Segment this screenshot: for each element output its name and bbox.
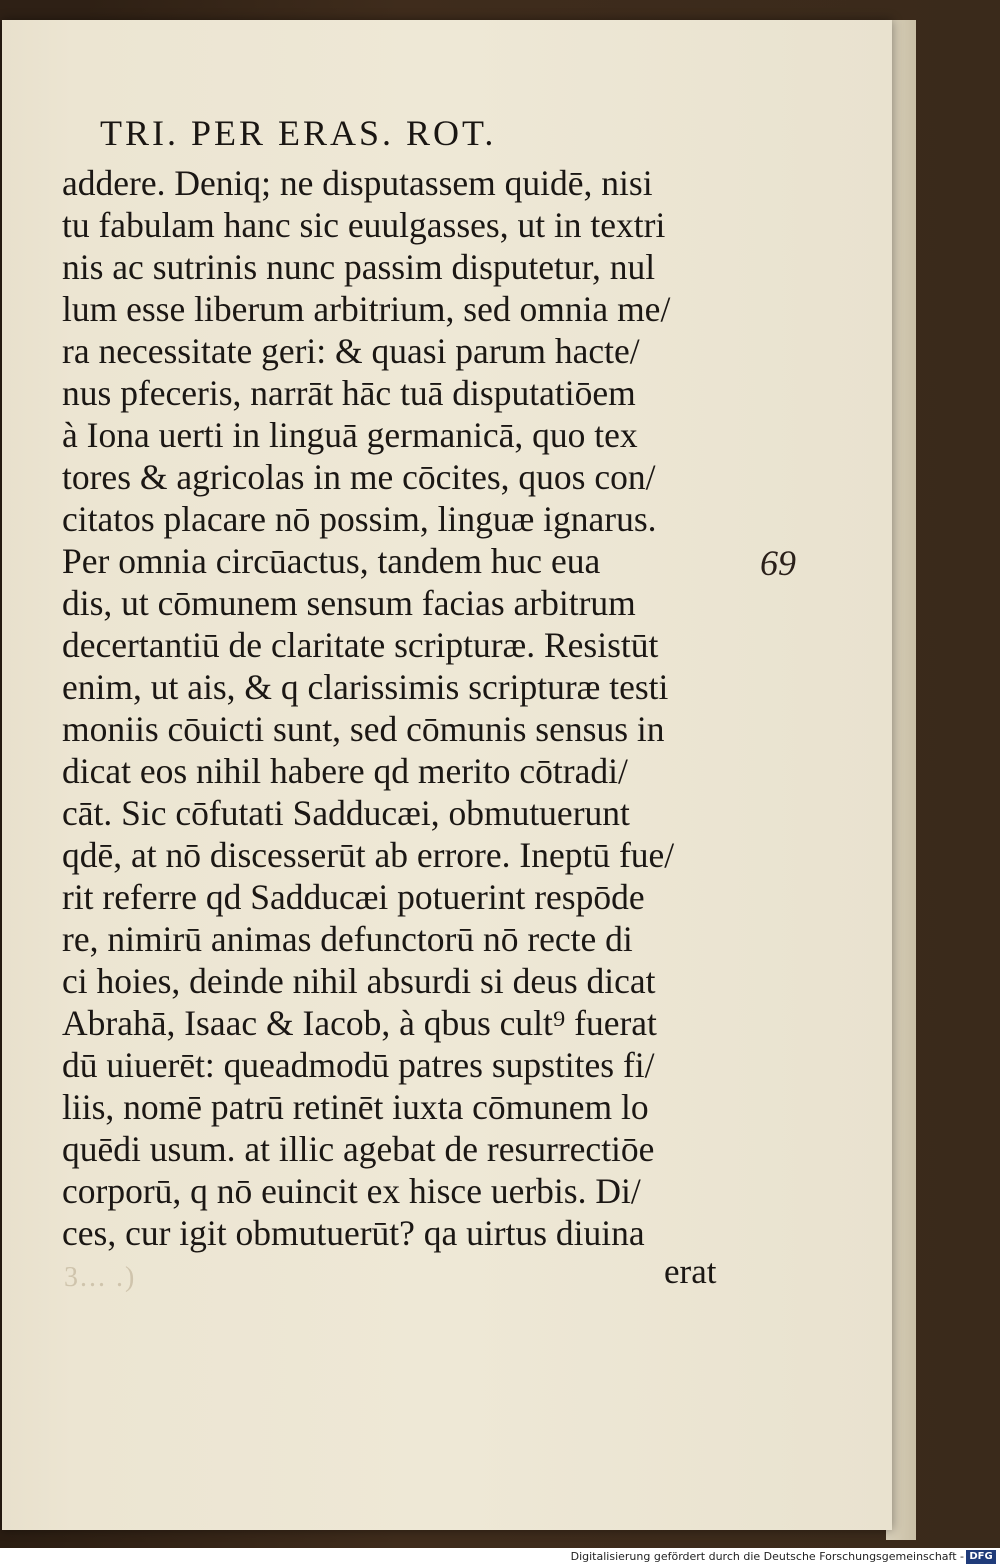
catchword: erat (664, 1252, 717, 1291)
binding-corner (0, 0, 90, 22)
faint-mark: 3... .) (64, 1262, 137, 1293)
text-line: re, nimirū animas defunctorū nō recte di (62, 919, 633, 959)
text-line: liis, nomē patrū retinēt iuxta cōmunem lo (62, 1087, 649, 1127)
text-line: ra necessitate geri: & quasi parum hacte/ (62, 331, 640, 371)
text-line: decertantiū de claritate scripturæ. Resistūt (62, 625, 659, 665)
text-line: tores & agricolas in me cōcites, quos con/ (62, 457, 656, 497)
funding-credit: Digitalisierung gefördert durch die Deutsche Forschungsgemeinschaft - (570, 1550, 964, 1563)
text-line: moniis cōuicti sunt, sed cōmunis sensus in (62, 709, 665, 749)
text-line: tu fabulam hanc sic euulgasses, ut in textri (62, 205, 666, 245)
text-line: enim, ut ais, & q clarissimis scripturæ testi (62, 667, 669, 707)
text-line: à Iona uerti in linguā germanicā, quo tex (62, 415, 638, 455)
text-line: Abrahā, Isaac & Iacob, à qbus cult⁹ fuerat (62, 1003, 657, 1043)
text-line: cāt. Sic cōfutati Sadducæi, obmutuerunt (62, 793, 630, 833)
text-line: dicat eos nihil habere qd merito cōtradi/ (62, 751, 628, 791)
text-line: addere. Deniq; ne disputassem quidē, nisi (62, 163, 653, 203)
text-line: dis, ut cōmunem sensum facias arbitrum (62, 583, 636, 623)
text-line: ci hoies, deinde nihil absurdi si deus dicat (62, 961, 656, 1001)
text-line: corporū, q nō euincit ex hisce uerbis. Di/ (62, 1171, 641, 1211)
text-line: Per omnia circūactus, tandem huc eua (62, 541, 601, 581)
text-line: citatos placare nō possim, linguæ ignarus. (62, 499, 657, 539)
text-line: qdē, at nō discesserūt ab errore. Ineptū fue/ (62, 835, 675, 875)
running-head: TRI. PER ERAS. ROT. (100, 113, 497, 153)
text-line: quēdi usum. at illic agebat de resurrectiōe (62, 1129, 655, 1169)
folio-number: 69 (760, 543, 796, 583)
dfg-logo-icon: DFG (966, 1550, 996, 1564)
text-line: ces, cur igit obmutuerūt? qa uirtus diuina (62, 1213, 645, 1253)
text-line: lum esse liberum arbitrium, sed omnia me/ (62, 289, 671, 329)
text-line: nis ac sutrinis nunc passim disputetur, nul (62, 247, 656, 287)
text-line: nus pfeceris, narrāt hāc tuā disputatiōem (62, 373, 636, 413)
body-text (62, 162, 742, 1254)
text-line: rit referre qd Sadducæi potuerint respōde (62, 877, 645, 917)
text-line: dū uiuerēt: queadmodū patres supstites fi/ (62, 1045, 655, 1085)
